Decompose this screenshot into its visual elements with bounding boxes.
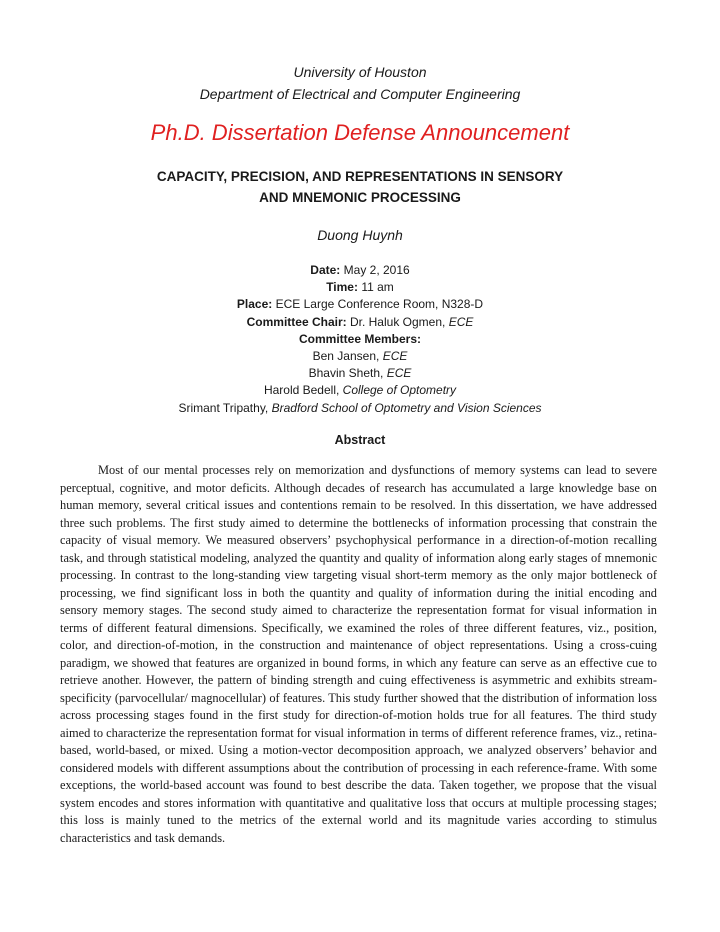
date-value: May 2, 2016 bbox=[343, 263, 410, 277]
member-affiliation: Bradford School of Optometry and Vision Sciences bbox=[271, 400, 542, 415]
chair-label: Committee Chair: bbox=[246, 314, 347, 329]
members-label: Committee Members: bbox=[298, 331, 422, 346]
chair-line bbox=[0, 314, 720, 331]
place-label: Place: bbox=[236, 297, 273, 312]
dissertation-title-line1: CAPACITY, PRECISION, AND REPRESENTATIONS IN SENSORY bbox=[156, 169, 564, 184]
chair-name: Dr. Haluk Ogmen, bbox=[349, 314, 446, 329]
announcement-title: Ph.D. Dissertation Defense Announcement bbox=[150, 120, 570, 145]
abstract-heading: Abstract bbox=[334, 433, 386, 447]
member-affiliation: ECE bbox=[386, 366, 412, 381]
place-line bbox=[0, 296, 720, 313]
committee-member bbox=[0, 382, 720, 399]
place-value: ECE Large Conference Room, N328-D bbox=[275, 297, 484, 312]
member-name: Ben Jansen, bbox=[312, 349, 380, 364]
time-line bbox=[0, 279, 720, 296]
member-name: Harold Bedell, bbox=[263, 383, 340, 398]
author-name: Duong Huynh bbox=[317, 227, 403, 243]
date-line bbox=[0, 262, 720, 279]
member-name: Srimant Tripathy, bbox=[178, 400, 269, 415]
dissertation-title-line2: AND MNEMONIC PROCESSING bbox=[259, 190, 461, 205]
committee-member bbox=[0, 400, 720, 417]
abstract-body: Most of our mental processes rely on memorization and dysfunctions of memory systems can lead to severe perceptual, cognitive, and motor deficits. Although decades of research has accumulated a large knowledge base on human memory, several critical issues and contentions remain to be resolved. In this dissertation, we have addressed three such problems. The first study aimed to determine the bottlenecks of information processing that constrain the capacity of visual memory. We measured observers’ psychophysical performance in a direction-of-motion recalling task, and through statistical modeling, analyzed the quantity and quality of information along early stages of mnemonic processing. In contrast to the long-standing view targeting visual short-term memory as the only major bottleneck of processing, we find significant loss in both the quantity and quality of information during the initial encoding and sensory memory stages. The second study aimed to characterize the representation format for visual information in terms of different featural dimensions. Specifically, we examined the roles of three different features, viz., position, color, and direction-of-motion, in the construction and maintenance of object representations. Using a cross-cuing paradigm, we showed that features are organized in bound forms, in which any feature can serve as an effective cue to retrieve another. However, the pattern of binding strength and cuing effectiveness is asymmetric and exhibits stream-specificity (parvocellular/ magnocellular) of features. This study further showed that the distribution of information loss across processing stages found in the first study for direction-of-motion holds true for all features. The third study aimed to characterize the representation format for visual information in terms of different reference frames, viz., retina-based, world-based, or mixed. Using a motion-vector decomposition approach, we analyzed observers’ behavior and considered models with different assumptions about the contribution of processing in each reference-frame. With some exceptions, the world-based account was found to best describe the data. Taken together, we propose that the visual system encodes and stores information with quantitative and qualitative loss that occurs at multiple processing stages; this loss is mainly tuned to the metrics of the external world and its magnitude varies according to stimulus characteristics and task demands. bbox=[60, 463, 657, 845]
department-name: Department of Electrical and Computer Engineering bbox=[199, 86, 521, 102]
committee-member bbox=[0, 348, 720, 365]
time-label: Time: bbox=[326, 280, 358, 295]
dissertation-title bbox=[0, 166, 720, 208]
committee-member bbox=[0, 365, 720, 382]
member-affiliation: College of Optometry bbox=[342, 383, 457, 398]
member-affiliation: ECE bbox=[382, 349, 408, 364]
defense-details bbox=[0, 262, 720, 417]
chair-affiliation: ECE bbox=[448, 314, 474, 329]
members-heading bbox=[0, 331, 720, 348]
time-value: 11 am bbox=[361, 280, 394, 295]
date-label: Date: bbox=[310, 263, 341, 277]
member-name: Bhavin Sheth, bbox=[308, 366, 384, 381]
university-name: University of Houston bbox=[293, 64, 427, 80]
